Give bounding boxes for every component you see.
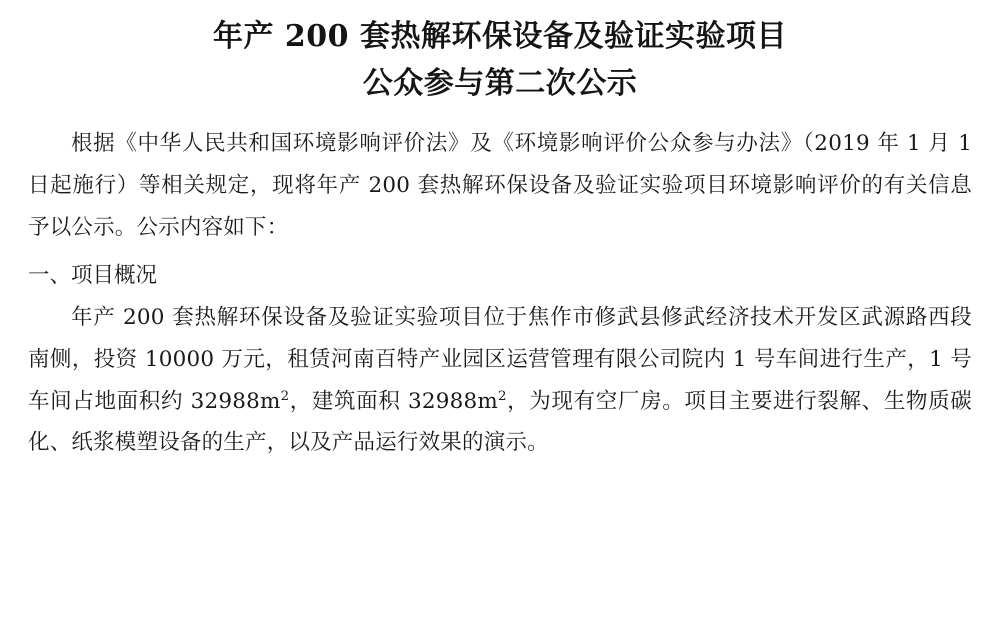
overview-superscript-2: 2 (498, 388, 507, 404)
page-title-line-1: 年产 200 套热解环保设备及验证实验项目 (212, 19, 787, 54)
overview-text-part-2: ，建筑面积 32988m (289, 388, 498, 414)
overview-text-part-3: ，为现有空厂房。项目主要进行裂解、生物质碳化、纸浆模塑设备的生产，以及产品运行效果的演示。 (28, 388, 972, 456)
section-heading-project-overview: 一、项目概况 (28, 262, 158, 288)
intro-paragraph: 根据《中华人民共和国环境影响评价法》及《环境影响评价公众参与办法》（2019 年 1 月 1 日起施行）等相关规定，现将年产 200 套热解环保设备及验证实验项目环境影响评价的有关信息予以公示。公示内容如下： (28, 131, 972, 240)
page-title-line-2: 公众参与第二次公示 (362, 65, 638, 101)
page-title (28, 14, 972, 107)
overview-superscript-1: 2 (280, 388, 290, 404)
overview-text-part-1: 年产 200 套热解环保设备及验证实验项目位于焦作市修武县修武经济技术开发区武源路西段南侧，投资 10000 万元，租赁河南百特产业园区运营管理有限公司院内 1 号车间进行生产，1 号车间占地面积约 32988m (28, 304, 972, 414)
project-overview-paragraph (28, 297, 972, 465)
document-body (28, 123, 972, 464)
